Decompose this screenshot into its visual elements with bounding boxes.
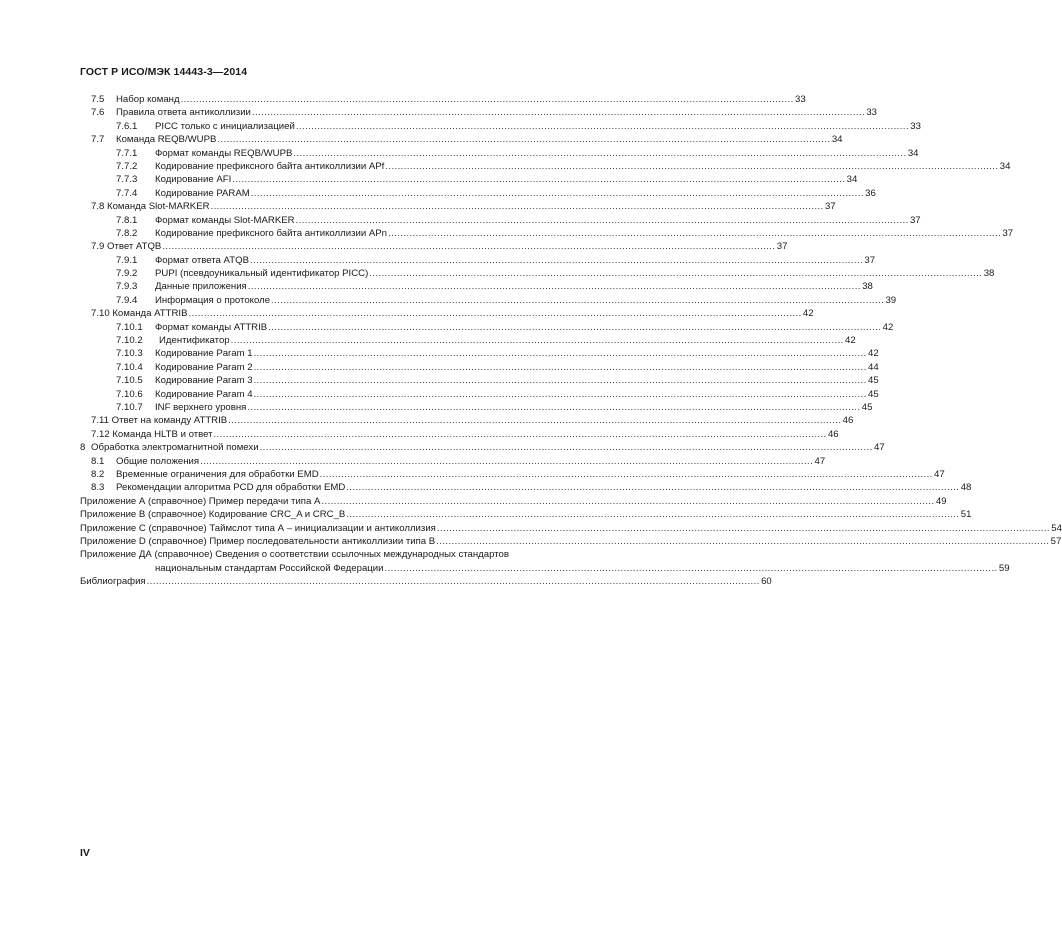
toc-entry[interactable] (0, 133, 843, 146)
toc-entry-title: Идентификатор (159, 335, 230, 347)
toc-entry-number: 7.10.7 (116, 401, 143, 413)
dot-leader: ........................................................................................................................................................................................................ (268, 321, 882, 333)
toc-entry-number: 7.7.2 (116, 160, 138, 172)
toc-entry[interactable] (0, 388, 879, 401)
toc-entry[interactable] (0, 294, 897, 307)
toc-entry[interactable] (0, 508, 972, 521)
toc-entry-title: Приложение ДА (справочное) Сведения о соответствии ссылочных международных стандартов (80, 549, 509, 561)
toc-entry-title: 7.9 Ответ ATQB (91, 241, 162, 253)
toc-entry-page: 33 (866, 107, 878, 119)
toc-entry-title: Приложение D (справочное) Пример последовательности антиколлизии типа B (80, 535, 436, 547)
toc-entry-title: Обработка электромагнитной помехи (91, 442, 259, 454)
toc-entry-number: 8.1 (91, 455, 105, 467)
toc-entry[interactable] (0, 254, 876, 267)
toc-entry-page: 37 (776, 241, 788, 253)
toc-entry-page: 47 (874, 442, 885, 454)
dot-leader: ........................................................................................................................................................................................................ (200, 455, 814, 467)
dot-leader: ........................................................................................................................................................................................................ (369, 268, 983, 280)
toc-entry-number: 7.9.1 (116, 254, 138, 266)
toc-entry[interactable] (0, 267, 995, 280)
toc-entry-title: Кодирование AFI (155, 174, 232, 186)
toc-entry[interactable] (0, 374, 879, 387)
toc-entry-title: Кодирование Param 3 (155, 375, 253, 387)
toc-entry-title: Информация о протоколе (155, 294, 271, 306)
toc-entry-page: 45 (861, 401, 873, 413)
toc-entry-page: 37 (824, 201, 836, 213)
toc-entry-number: 7.10.2 (116, 335, 143, 347)
toc-entry-title: национальным стандартам Российской Федерации (155, 562, 384, 574)
toc-entry-page: 34 (907, 147, 919, 159)
toc-entry[interactable] (0, 455, 826, 468)
toc-entry-title: 7.12 Команда HLTB и ответ (91, 428, 213, 440)
toc-entry-title: Временные ограничения для обработки EMD (116, 468, 319, 480)
toc-entry-page: 37 (1002, 227, 1014, 239)
dot-leader: ........................................................................................................................................................................................................ (188, 308, 802, 320)
toc-entry[interactable] (0, 334, 856, 347)
toc-entry-number: 7.7 (91, 134, 105, 146)
toc-entry-title: Набор команд (116, 94, 180, 105)
toc-entry[interactable] (0, 200, 836, 213)
dot-leader: ........................................................................................................................................................................................................ (384, 562, 998, 574)
toc-entry[interactable] (0, 548, 661, 561)
toc-entry-title: Правила ответа антиколлизии (116, 107, 251, 119)
toc-entry[interactable] (0, 495, 947, 508)
toc-entry-number: 7.7.3 (116, 174, 138, 186)
toc-entry-title: Формат команды Slot-MARKER (155, 214, 295, 226)
dot-leader: ........................................................................................................................................................................................................ (385, 160, 999, 172)
toc-entry-page: 45 (868, 388, 879, 400)
toc-entry-page: 51 (960, 509, 972, 521)
toc-entry-title: Кодирование PARAM (155, 187, 250, 199)
toc-entry-title: PUPI (псевдоуникальный идентификатор PICC) (155, 268, 369, 280)
dot-leader: ........................................................................................................................................................................................................ (232, 174, 846, 186)
toc-entry-title: Данные приложения (155, 281, 247, 293)
toc-entry[interactable] (0, 361, 879, 374)
dot-leader: ........................................................................................................................................................................................................ (180, 94, 794, 105)
toc-entry[interactable] (0, 307, 814, 320)
toc-entry-title: 7.11 Ответ на команду ATTRIB (91, 415, 228, 427)
toc-entry[interactable] (0, 321, 894, 334)
dot-leader: ........................................................................................................................................................................................................ (295, 214, 909, 226)
toc-entry-page: 45 (868, 375, 879, 387)
toc-entry-page: 42 (882, 321, 894, 333)
toc-entry-page: 33 (795, 94, 806, 105)
toc-entry-title: Кодирование Param 1 (155, 348, 253, 360)
toc-entry-page: 34 (831, 134, 843, 146)
toc-entry-page: 38 (862, 281, 873, 293)
toc-entry[interactable] (0, 280, 873, 293)
toc-entry[interactable] (0, 347, 879, 360)
page-number: IV (80, 847, 90, 859)
table-of-contents (0, 93, 1062, 588)
dot-leader: ........................................................................................................................................................................................................ (259, 442, 873, 454)
toc-entry[interactable] (0, 147, 919, 160)
toc-entry-page: 42 (868, 348, 879, 360)
dot-leader: ........................................................................................................................................................................................................ (247, 281, 861, 293)
toc-entry[interactable] (0, 214, 921, 227)
toc-entry-number: 7.9.3 (116, 281, 138, 293)
dot-leader: ........................................................................................................................................................................................................ (217, 134, 831, 146)
dot-leader: ........................................................................................................................................................................................................ (346, 509, 960, 521)
toc-entry-number: 8 (80, 442, 86, 454)
dot-leader: ........................................................................................................................................................................................................ (247, 401, 861, 413)
toc-entry-title: 7.10 Команда ATTRIB (91, 308, 188, 320)
toc-entry[interactable] (0, 106, 878, 119)
toc-entry[interactable] (0, 120, 921, 133)
toc-entry-title: Формат команды ATTRIB (155, 321, 268, 333)
toc-entry-title: Формат команды REQB/WUPB (155, 147, 293, 159)
dot-leader: ........................................................................................................................................................................................................ (253, 375, 867, 387)
toc-entry-title: Приложение В (справочное) Кодирование CRC_A и CRC_B (80, 509, 346, 521)
toc-entry-title: PICC только с инициализацией (155, 120, 295, 132)
toc-entry[interactable] (0, 227, 1014, 240)
toc-entry[interactable] (0, 522, 1062, 535)
toc-entry[interactable] (0, 93, 806, 106)
dot-leader: ........................................................................................................................................................................................................ (321, 495, 935, 507)
toc-entry[interactable] (0, 187, 876, 200)
toc-entry-number: 7.10.1 (116, 321, 143, 333)
toc-entry-page: 42 (845, 335, 856, 347)
dot-leader: ........................................................................................................................................................................................................ (230, 335, 844, 347)
toc-entry-title: Формат ответа ATQB (155, 254, 249, 266)
dot-leader: ........................................................................................................................................................................................................ (162, 241, 776, 253)
toc-entry-page: 48 (960, 482, 972, 494)
toc-entry-title: Рекомендации алгоритма PCD для обработки EMD (116, 482, 346, 494)
toc-entry-number: 7.7.4 (116, 187, 138, 199)
toc-entry-page: 46 (842, 415, 854, 427)
dot-leader: ........................................................................................................................................................................................................ (249, 254, 864, 266)
toc-entry[interactable] (0, 428, 839, 441)
toc-entry-page: 39 (885, 294, 897, 306)
toc-entry-title: Приложение А (справочное) Пример передачи типа А (80, 495, 321, 507)
toc-entry-title: 7.8 Команда Slot-MARKER (91, 201, 210, 213)
toc-entry-title: Кодирование Param 4 (155, 388, 253, 400)
dot-leader: ........................................................................................................................................................................................................ (346, 482, 960, 494)
dot-leader: ........................................................................................................................................................................................................ (228, 415, 842, 427)
toc-entry-page: 38 (983, 268, 995, 280)
dot-leader: ........................................................................................................................................................................................................ (271, 294, 885, 306)
toc-entry-page: 59 (998, 562, 1010, 574)
toc-entry-page: 37 (909, 214, 921, 226)
toc-entry-page: 49 (935, 495, 947, 507)
dot-leader: ........................................................................................................................................................................................................ (251, 107, 866, 119)
dot-leader: ........................................................................................................................................................................................................ (213, 428, 827, 440)
toc-entry-page: 44 (868, 361, 879, 373)
toc-entry[interactable] (0, 481, 972, 494)
dot-leader: ........................................................................................................................................................................................................ (295, 120, 909, 132)
toc-entry-number: 7.10.6 (116, 388, 143, 400)
toc-entry-page: 47 (934, 468, 945, 480)
toc-entry-number: 7.10.4 (116, 361, 143, 373)
toc-entry-title: Библиография (80, 576, 146, 588)
dot-leader: ........................................................................................................................................................................................................ (210, 201, 824, 213)
toc-entry-page: 57 (1050, 535, 1062, 547)
toc-entry[interactable] (0, 468, 945, 481)
dot-leader: ........................................................................................................................................................................................................ (253, 348, 867, 360)
toc-entry-title: Команда REQB/WUPB (116, 134, 217, 146)
toc-entry-number: 7.9.4 (116, 294, 138, 306)
toc-entry-title: INF верхнего уровня (155, 401, 247, 413)
toc-entry[interactable] (0, 575, 772, 588)
toc-entry-page: 37 (864, 254, 876, 266)
toc-entry-page: 36 (865, 187, 876, 199)
toc-entry[interactable] (0, 240, 788, 253)
toc-entry-page: 46 (827, 428, 839, 440)
toc-entry-number: 8.3 (91, 482, 105, 494)
toc-entry[interactable] (0, 414, 854, 427)
dot-leader: ........................................................................................................................................................................................................ (253, 361, 867, 373)
document-header: ГОСТ Р ИСО/МЭК 14443-3—2014 (80, 66, 248, 78)
toc-entry-number: 7.7.1 (116, 147, 138, 159)
dot-leader: ........................................................................................................................................................................................................ (319, 468, 933, 480)
toc-entry-page: 33 (910, 120, 921, 132)
toc-entry-page: 34 (999, 160, 1011, 172)
toc-entry[interactable] (0, 535, 1062, 548)
toc-entry-title: Кодирование префиксного байта антиколлизии APn (155, 227, 388, 239)
toc-entry-title: Кодирование Param 2 (155, 361, 253, 373)
dot-leader: ........................................................................................................................................................................................................ (293, 147, 907, 159)
toc-entry-number: 7.6.1 (116, 120, 138, 132)
toc-entry-page: 42 (802, 308, 814, 320)
dot-leader: ........................................................................................................................................................................................................ (253, 388, 867, 400)
toc-entry-number: 7.8.1 (116, 214, 138, 226)
toc-entry[interactable] (0, 173, 858, 186)
toc-entry[interactable] (0, 401, 873, 414)
toc-entry[interactable] (0, 441, 885, 454)
toc-entry-page: 60 (761, 576, 772, 588)
toc-entry-number: 7.6 (91, 107, 105, 119)
toc-entry-page: 47 (814, 455, 826, 467)
toc-entry[interactable] (0, 160, 1011, 173)
toc-entry-number: 8.2 (91, 468, 105, 480)
toc-entry-number: 7.10.5 (116, 375, 143, 387)
dot-leader: ........................................................................................................................................................................................................ (250, 187, 864, 199)
toc-entry-page: 54 (1051, 522, 1062, 534)
toc-entry-number: 7.10.3 (116, 348, 143, 360)
dot-leader: ........................................................................................................................................................................................................ (436, 535, 1050, 547)
toc-entry-title: Кодирование префиксного байта антиколлизии APf (155, 160, 385, 172)
toc-entry-number: 7.8.2 (116, 227, 138, 239)
toc-entry-title: Приложение С (справочное) Таймслот типа А – инициализации и антиколлизия (80, 522, 436, 534)
toc-entry-title: Общие положения (116, 455, 200, 467)
dot-leader: ........................................................................................................................................................................................................ (388, 227, 1002, 239)
dot-leader: ........................................................................................................................................................................................................ (146, 576, 760, 588)
toc-entry-number: 7.5 (91, 94, 105, 105)
toc-entry-number: 7.9.2 (116, 268, 138, 280)
toc-entry-page: 34 (846, 174, 858, 186)
dot-leader: ........................................................................................................................................................................................................ (436, 522, 1050, 534)
toc-entry[interactable] (0, 562, 1010, 575)
